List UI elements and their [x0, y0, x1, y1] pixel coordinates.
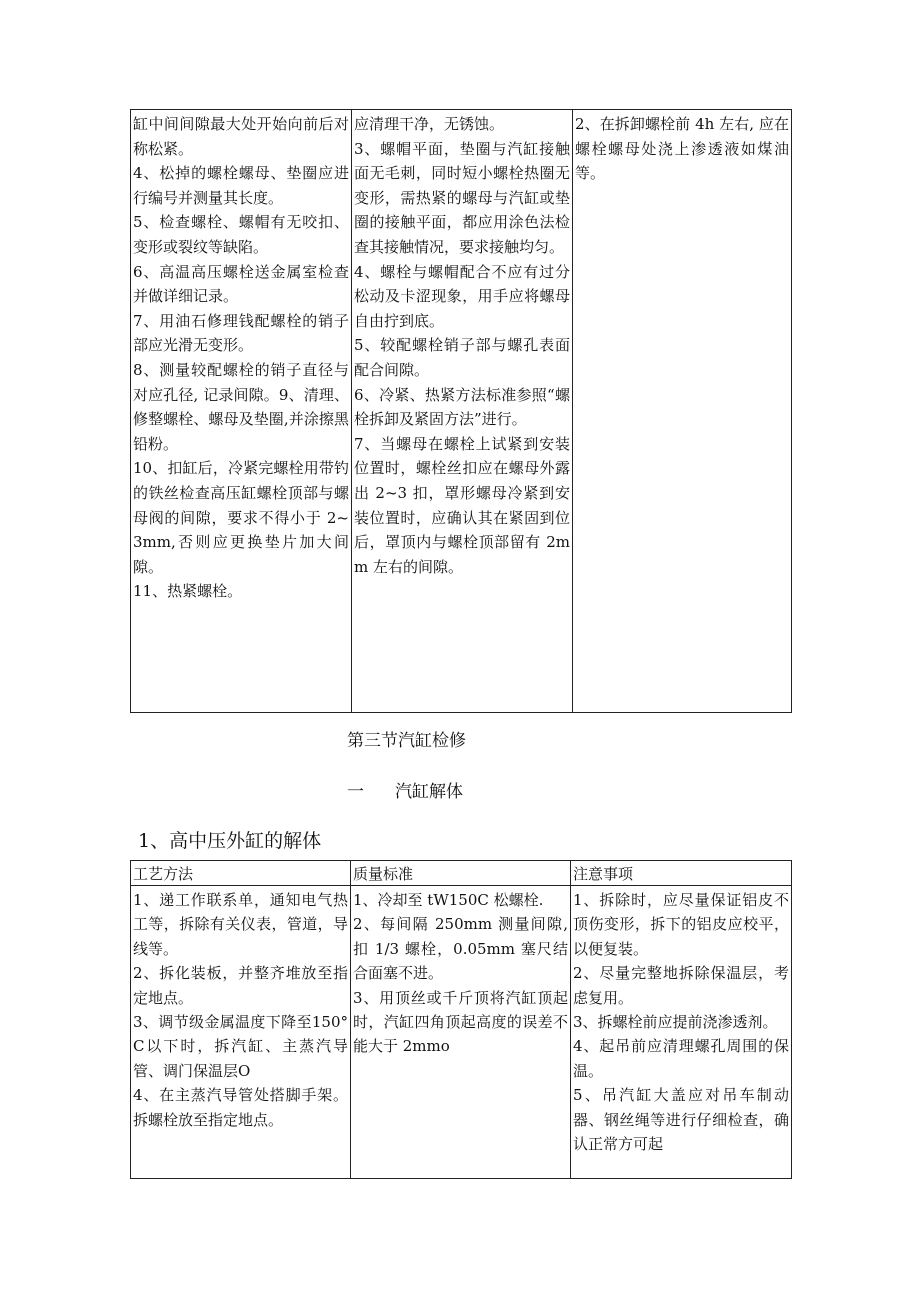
- standard-cell: [352, 110, 573, 713]
- list-item: 5、检查螺栓、螺帽有无咬扣、变形或裂纹等缺陷。: [133, 213, 349, 256]
- list-item: 11、热紧螺栓。: [133, 582, 243, 601]
- subsection-title: [347, 777, 463, 802]
- list-item: 2、尽量完整地拆除保温层，考虑复用。: [573, 964, 789, 1007]
- list-item: 3、螺帽平面，垫圈与汽缸接触面无毛刺，同时短小螺栓热圈无变形，需热紧的螺母与汽缸或垫圈的接触平面，都应用涂色法检查其接触情况，要求接触均匀。: [354, 139, 570, 256]
- list-item: 3、拆螺栓前应提前浇渗透剂。: [573, 1013, 778, 1032]
- list-item: 1、拆除时，应尽量保证铝皮不顶伤变形，拆下的铝皮应校平，以便复装。: [573, 891, 789, 958]
- subsection-label: 汽缸解体: [395, 782, 463, 802]
- table-row: [131, 110, 792, 713]
- list-item: 4、在主蒸汽导管处搭脚手架。拆螺栓放至指定地点。: [133, 1086, 348, 1129]
- standard-cell: [351, 886, 571, 1179]
- subsection-number: 一: [347, 782, 364, 802]
- process-cell: [131, 886, 351, 1179]
- list-item: 应清理干净，无锈蚀。: [354, 115, 505, 133]
- table-row: [131, 886, 792, 1179]
- list-item: 4、螺栓与螺帽配合不应有过分松动及卡涩现象，用手应将螺母自由拧到底。: [354, 262, 570, 330]
- list-item: 2、在拆卸螺栓前 4h 左右, 应在螺栓螺母处浇上渗透液如煤油等。: [575, 115, 789, 183]
- list-item: 1、冷却至 tW150C 松螺栓.: [353, 891, 544, 909]
- list-item: 3、调节级金属温度下降至150°C以下时，拆汽缸、主蒸汽导管、调门保温层O: [133, 1013, 348, 1080]
- list-item: 5、较配螺栓销子部与螺孔表面配合间隙。: [354, 336, 570, 379]
- notes-cell: [571, 886, 792, 1179]
- list-item: 7、当螺母在螺栓上试紧到安装位置时，螺栓丝扣应在螺母外露出 2~3 扣，罩形螺母冷紧到安装位置时，应确认其在紧固到位后，罩顶内与螺栓顶部留有 2mm 左右的间隙。: [354, 434, 570, 576]
- list-item: 2、拆化装板，并整齐堆放至指定地点。: [133, 964, 348, 1007]
- column-header: 注意事项: [571, 861, 792, 886]
- list-item: 5、吊汽缸大盖应对吊车制动器、钢丝绳等进行仔细检查，确认正常方可起: [573, 1086, 789, 1154]
- list-item: 4、起吊前应清理螺孔周围的保温。: [573, 1037, 789, 1080]
- section-title: 第三节汽缸检修: [347, 731, 466, 751]
- list-item: 8、测量较配螺栓的销子直径与对应孔径, 记录间隙。9、清理、修整螺栓、螺母及垫圈,并涂擦黑铅粉。: [133, 360, 349, 453]
- part-title: 1、高中压外缸的解体: [138, 830, 322, 852]
- bolt-procedure-table-continued: [130, 109, 792, 713]
- table-header-row: [131, 861, 792, 886]
- list-item: 1、递工作联系单，通知电气热工等，拆除有关仪表，管道，导线等。: [133, 891, 348, 958]
- list-item: 2、每间隔 250mm 测量间隙, 扣 1/3 螺栓，0.05mm 塞尺结合面塞不进。: [353, 915, 568, 983]
- notes-cell: [573, 110, 792, 713]
- list-item: 6、冷紧、热紧方法标准参照“螺栓拆卸及紧固方法”进行。: [354, 385, 570, 429]
- column-header: 质量标准: [351, 861, 571, 886]
- cylinder-disassembly-table: [130, 860, 792, 1179]
- column-header: 工艺方法: [131, 861, 351, 886]
- list-item: 缸中间间隙最大处开始向前后对称松紧。: [133, 115, 349, 158]
- process-cell: [131, 110, 352, 713]
- list-item: 7、用油石修理钱配螺栓的销子部应光滑无变形。: [133, 311, 349, 355]
- list-item: 10、扣缸后，冷紧完螺栓用带钓的铁丝检查高压缸螺栓顶部与螺母阀的间隙，要求不得小于 2~3mm,否则应更换垫片加大间隙。: [133, 459, 349, 576]
- list-item: 4、松掉的螺栓螺母、垫圈应进行编号并测量其长度。: [133, 164, 349, 207]
- list-item: 6、高温高压螺栓送金属室检查并做详细记录。: [133, 262, 349, 306]
- list-item: 3、用顶丝或千斤顶将汽缸顶起时，汽缸四角顶起高度的误差不能大于 2mmo: [353, 988, 568, 1056]
